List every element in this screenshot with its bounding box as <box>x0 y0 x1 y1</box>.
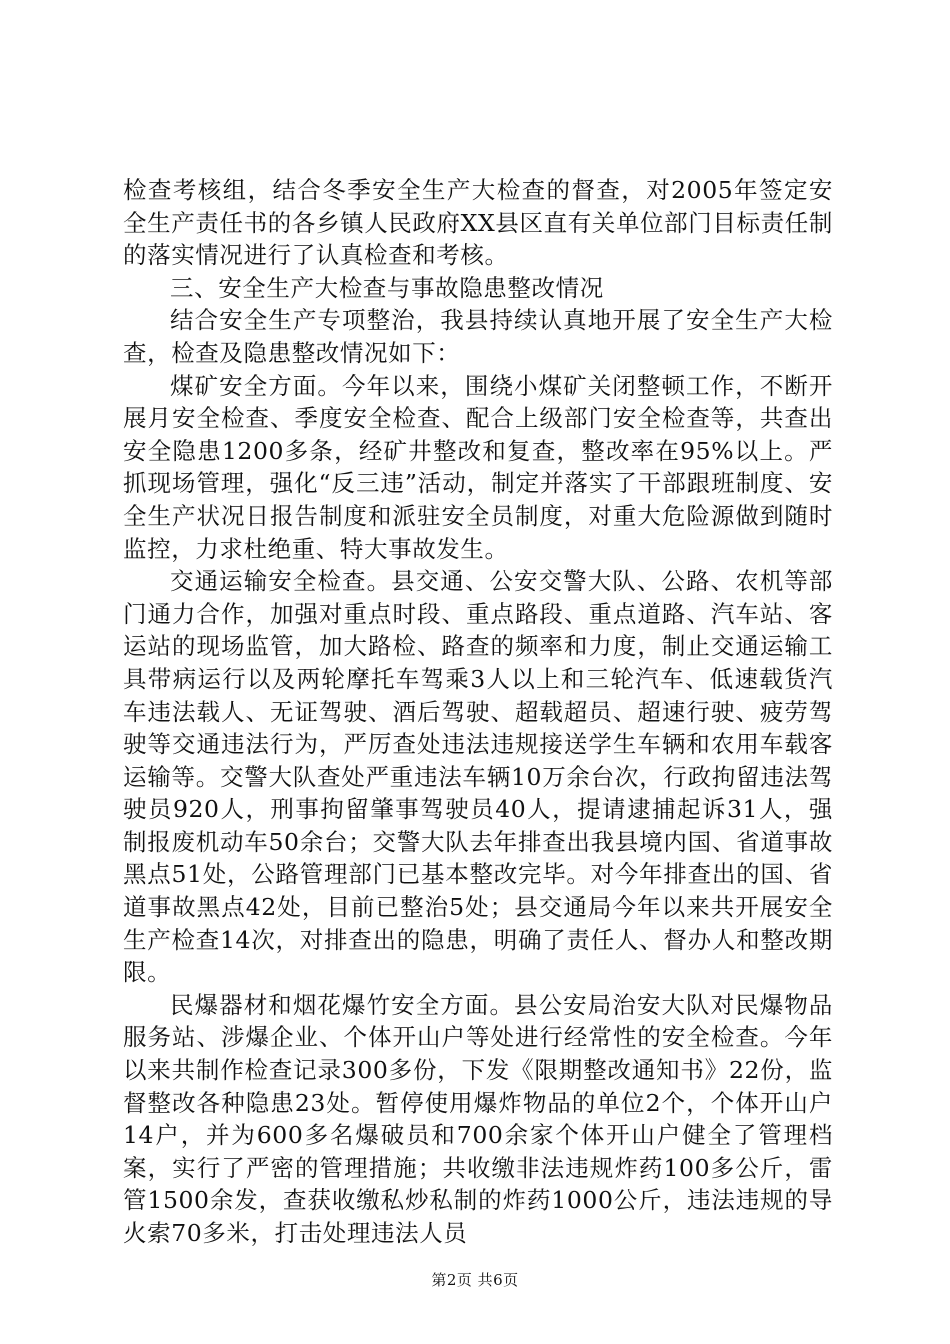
page-number-footer: 第2页 共6页 <box>431 1271 519 1289</box>
paragraph-traffic-safety: 交通运输安全检查。县交通、公安交警大队、公路、农机等部门通力合作，加强对重点时段、重点路段、重点道路、汽车站、客运站的现场监管，加大路检、路查的频率和力度，制止交通运输工具带病运行以及两轮摩托车驾乘3人以上和三轮汽车、低速载货汽车违法载人、无证驾驶、酒后驾驶、超载超员、超速行驶、疲劳驾驶等交通违法行为，严厉查处违法违规接送学生车辆和农用车载客运输等。交警大队查处严重违法车辆10万余台次，行政拘留违法驾驶员920人，刑事拘留肇事驾驶员40人，提请逮捕起诉31人，强制报废机动车50余台；交警大队去年排查出我县境内国、省道事故黑点51处，公路管理部门已基本整改完毕。对今年排查出的国、省道事故黑点42处，目前已整治5处；县交通局今年以来共开展安全生产检查14次，对排查出的隐患，明确了责任人、督办人和整改期限。 <box>123 567 833 987</box>
document-body <box>123 174 833 1250</box>
paragraph-explosives-fireworks-safety: 民爆器材和烟花爆竹安全方面。县公安局治安大队对民爆物品服务站、涉爆企业、个体开山户等处进行经常性的安全检查。今年以来共制作检查记录300多份，下发《限期整改通知书》22份，监督整改各种隐患23处。暂停使用爆炸物品的单位2个，个体开山户14户，并为600多名爆破员和700余家个体开山户健全了管理档案，实行了严密的管理措施；共收缴非法违规炸药100多公斤，雷管1500余发，查获收缴私炒私制的炸药1000公斤，违法违规的导火索70多米，打击处理违法人员 <box>123 990 833 1247</box>
paragraph-coal-mine-safety: 煤矿安全方面。今年以来，围绕小煤矿关闭整顿工作，不断开展月安全检查、季度安全检查、配合上级部门安全检查等，共查出安全隐患1200多条，经矿井整改和复查，整改率在95%以上。严抓现场管理，强化“反三违”活动，制定并落实了干部跟班制度、安全生产状况日报告制度和派驻安全员制度，对重大危险源做到随时监控，力求杜绝重、特大事故发生。 <box>123 371 833 563</box>
section-heading-inspection: 三、安全生产大检查与事故隐患整改情况 <box>170 273 604 302</box>
paragraph-inspection-intro: 结合安全生产专项整治，我县持续认真地开展了安全生产大检查，检查及隐患整改情况如下： <box>123 306 833 367</box>
paragraph-assessment-continued: 检查考核组，结合冬季安全生产大检查的督查，对2005年签定安全生产责任书的各乡镇人民政府XX县区直有关单位部门目标责任制的落实情况进行了认真检查和考核。 <box>123 176 833 270</box>
